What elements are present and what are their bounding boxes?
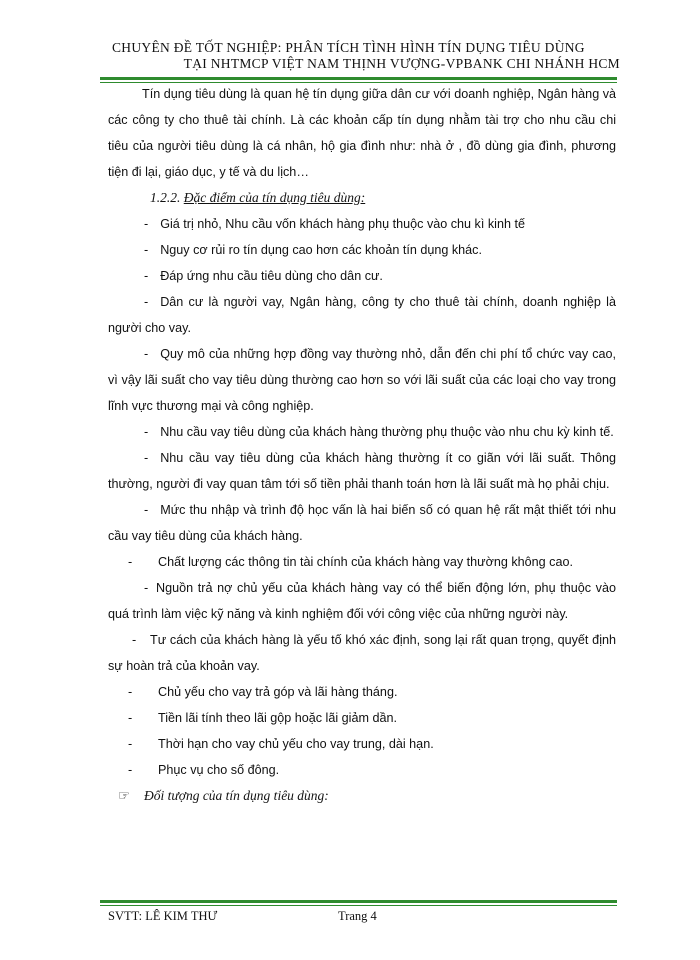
- objects-heading-text: Đối tượng của tín dụng tiêu dùng:: [144, 788, 329, 803]
- objects-heading: [108, 783, 616, 809]
- list-item-text: Chất lượng các thông tin tài chính của khách hàng vay thường không cao.: [158, 555, 573, 569]
- list-item-text: Mức thu nhập và trình độ học vấn là hai biến số có quan hệ rất mật thiết tới nhu cầu vay tiêu dùng của khách hàng.: [108, 503, 616, 543]
- section-heading: [108, 185, 616, 211]
- list-item: [108, 757, 616, 783]
- dash-bullet: -: [132, 633, 137, 647]
- list-item: [108, 237, 616, 263]
- dash-bullet: -: [144, 295, 149, 309]
- dash-bullet: -: [144, 425, 149, 439]
- section-number: 1.2.2.: [150, 190, 181, 205]
- dash-bullet: -: [144, 269, 149, 283]
- footer-page-number: Trang 4: [338, 909, 377, 923]
- list-item: [108, 497, 616, 549]
- footer-student: SVTT: LÊ KIM THƯ: [108, 909, 218, 923]
- intro-paragraph: Tín dụng tiêu dùng là quan hệ tín dụng giữa dân cư với doanh nghiệp, Ngân hàng và các công ty cho thuê tài chính. Là các khoản cấp tín dụng nhằm tài trợ cho nhu cầu chi tiêu của người tiêu dùng là cá nhân, hộ gia đình như: nhà ở , đồ dùng gia đình, phương tiện đi lại, giáo dục, y tế và du lịch…: [108, 87, 616, 179]
- list-item: [108, 575, 616, 627]
- list-item-text: Dân cư là người vay, Ngân hàng, công ty cho thuê tài chính, doanh nghiệp là người cho vay.: [108, 295, 616, 335]
- list-item: [108, 731, 616, 757]
- dash-bullet: -: [128, 763, 133, 777]
- list-item: [108, 445, 616, 497]
- list-item: [108, 549, 616, 575]
- list-item-text: Thời hạn cho vay chủ yếu cho vay trung, dài hạn.: [158, 737, 434, 751]
- dash-bullet: -: [128, 711, 133, 725]
- dash-bullet: -: [128, 555, 133, 569]
- dash-bullet: -: [144, 451, 149, 465]
- list-item: [108, 341, 616, 419]
- dash-bullet: -: [144, 503, 149, 517]
- pointing-hand-icon: ☞: [118, 788, 131, 803]
- section-title: Đặc điểm của tín dụng tiêu dùng:: [183, 190, 366, 205]
- list-item-text: Tư cách của khách hàng là yếu tố khó xác định, song lại rất quan trọng, quyết định sự hoàn trả của khoản vay.: [108, 633, 616, 673]
- footer-rule-thick: [100, 900, 617, 903]
- list-item-text: Đáp ứng nhu cầu tiêu dùng cho dân cư.: [160, 269, 383, 283]
- document-body: [108, 81, 616, 809]
- list-item-text: Quy mô của những hợp đồng vay thường nhỏ, dẫn đến chi phí tổ chức vay cao, vì vậy lãi suất cho vay tiêu dùng thường cao hơn so với lãi suất của các loại cho vay trong lĩnh vực thương mại và công nghiệp.: [108, 347, 616, 413]
- footer-rule-thin: [100, 905, 617, 906]
- list-item: [108, 705, 616, 731]
- header-title-line2: TẠI NHTMCP VIỆT NAM THỊNH VƯỢNG-VPBANK CHI NHÁNH HCM: [183, 56, 620, 71]
- list-item-text: Tiền lãi tính theo lãi gộp hoặc lãi giảm dần.: [158, 711, 397, 725]
- dash-bullet: -: [128, 737, 133, 751]
- list-item: [108, 679, 616, 705]
- header-title-line1: CHUYÊN ĐỀ TỐT NGHIỆP: PHÂN TÍCH TÌNH HÌNH TÍN DỤNG TIÊU DÙNG: [112, 40, 585, 55]
- dash-bullet: -: [144, 347, 149, 361]
- list-item-text: Chủ yếu cho vay trả góp và lãi hàng tháng.: [158, 685, 398, 699]
- list-item-text: Nhu cầu vay tiêu dùng của khách hàng thường phụ thuộc vào nhu chu kỳ kinh tế.: [160, 425, 614, 439]
- list-item-text: Nguy cơ rủi ro tín dụng cao hơn các khoản tín dụng khác.: [160, 243, 482, 257]
- list-item: [108, 211, 616, 237]
- list-item-text: Nguồn trả nợ chủ yếu của khách hàng vay có thể biến động lớn, phụ thuộc vào quá trình làm việc kỹ năng và kinh nghiệm đối với công việc của những người này.: [108, 581, 616, 621]
- list-item-text: Phục vụ cho số đông.: [158, 763, 280, 777]
- list-item: [108, 419, 616, 445]
- dash-bullet: -: [144, 217, 149, 231]
- dash-bullet: -: [128, 685, 133, 699]
- list-item-text: Giá trị nhỏ, Nhu cầu vốn khách hàng phụ thuộc vào chu kì kinh tế: [160, 217, 525, 231]
- dash-bullet: -: [144, 243, 149, 257]
- header-rule-thick: [100, 77, 617, 80]
- list-item-text: Nhu cầu vay tiêu dùng của khách hàng thường ít co giãn với lãi suất. Thông thường, người đi vay quan tâm tới số tiền phải thanh toán hơn là lãi suất mà họ phải chịu.: [108, 451, 616, 491]
- page-header: [100, 40, 620, 72]
- list-item: [108, 627, 616, 679]
- list-item: [108, 263, 616, 289]
- dash-bullet: -: [144, 581, 149, 595]
- list-item: [108, 289, 616, 341]
